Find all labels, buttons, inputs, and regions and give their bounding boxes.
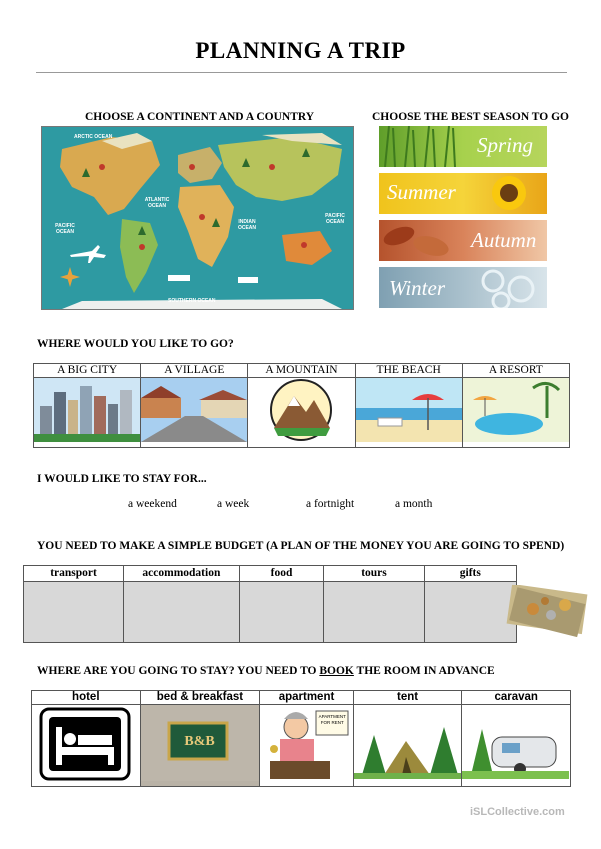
sunflower-icon	[471, 173, 547, 214]
bnb-sign-text: B&B	[184, 734, 215, 749]
map-label-southern: SOUTHERN OCEAN	[168, 298, 216, 304]
map-label-atlantic: ATLANTIC OCEAN	[144, 197, 170, 209]
duration-weekend[interactable]: a weekend	[128, 498, 177, 510]
resort-pool-icon	[463, 378, 569, 442]
accommodation-heading-post: THE ROOM IN ADVANCE	[353, 665, 495, 677]
grass-icon	[379, 126, 463, 167]
watermark: iSLCollective.com	[470, 806, 565, 818]
season-label-autumn: Autumn	[471, 228, 537, 252]
stay-label-apartment: apartment	[260, 691, 354, 705]
season-spring[interactable]	[379, 126, 547, 167]
hotel-bed-icon	[32, 705, 139, 781]
place-label-city: A BIG CITY	[34, 364, 141, 378]
budget-table	[23, 565, 517, 643]
place-village[interactable]	[141, 378, 248, 448]
beach-icon	[356, 378, 462, 442]
season-summer[interactable]	[379, 173, 547, 214]
stay-label-bnb: bed & breakfast	[140, 691, 260, 705]
map-label-pacific-east: PACIFIC OCEAN	[325, 213, 345, 225]
season-label-summer: Summer	[387, 180, 456, 204]
budget-heading: YOU NEED TO MAKE A SIMPLE BUDGET (A PLAN OF THE MONEY YOU ARE GOING TO SPEND)	[37, 540, 565, 552]
city-skyline-icon	[34, 378, 140, 442]
place-label-mountain: A MOUNTAIN	[248, 364, 355, 378]
place-beach[interactable]	[355, 378, 462, 448]
budget-cell-food[interactable]	[239, 582, 324, 643]
stay-label-tent: tent	[353, 691, 462, 705]
caravan-icon	[462, 705, 569, 781]
tent-icon	[354, 705, 461, 781]
place-resort[interactable]	[462, 378, 569, 448]
budget-cell-accommodation[interactable]	[124, 582, 240, 643]
stay-label-hotel: hotel	[32, 691, 141, 705]
season-winter[interactable]	[379, 267, 547, 308]
world-map-image	[42, 127, 353, 309]
stay-for-heading: I WOULD LIKE TO STAY FOR...	[37, 473, 207, 485]
map-label-arctic: ARCTIC OCEAN	[74, 134, 113, 140]
stay-bnb[interactable]	[140, 705, 260, 787]
stay-tent[interactable]	[353, 705, 462, 787]
budget-cell-transport[interactable]	[24, 582, 124, 643]
duration-fortnight[interactable]: a fortnight	[306, 498, 355, 510]
autumn-leaves-icon	[379, 220, 463, 261]
season-autumn[interactable]	[379, 220, 547, 261]
accommodation-heading-book: BOOK	[319, 665, 354, 677]
title-divider	[36, 72, 567, 73]
ice-icon	[471, 267, 547, 308]
stay-apartment[interactable]	[260, 705, 354, 787]
budget-header-food: food	[239, 566, 324, 582]
stay-label-caravan: caravan	[462, 691, 571, 705]
season-heading: CHOOSE THE BEST SEASON TO GO	[372, 111, 569, 123]
accommodation-heading-pre: WHERE ARE YOU GOING TO STAY? YOU NEED TO	[37, 665, 320, 677]
stay-caravan[interactable]	[462, 705, 571, 787]
where-heading: WHERE WOULD YOU LIKE TO GO?	[37, 338, 234, 350]
map-label-indian: INDIAN OCEAN	[237, 219, 257, 231]
duration-month[interactable]: a month	[395, 498, 433, 510]
budget-header-gifts: gifts	[424, 566, 516, 582]
accommodation-table	[31, 690, 571, 787]
place-mountain[interactable]	[248, 378, 355, 448]
world-map[interactable]	[41, 126, 354, 310]
budget-cell-tours[interactable]	[324, 582, 424, 643]
budget-cell-gifts[interactable]	[424, 582, 516, 643]
apartment-sign-text: APARTMENT FOR RENT	[318, 714, 346, 725]
budget-header-tours: tours	[324, 566, 424, 582]
map-label-pacific-west: PACIFIC OCEAN	[55, 223, 75, 235]
budget-header-accommodation: accommodation	[124, 566, 240, 582]
place-label-resort: A RESORT	[462, 364, 569, 378]
duration-week[interactable]: a week	[217, 498, 250, 510]
place-city[interactable]	[34, 378, 141, 448]
place-label-beach: THE BEACH	[355, 364, 462, 378]
continent-heading: CHOOSE A CONTINENT AND A COUNTRY	[85, 111, 315, 123]
village-street-icon	[141, 378, 247, 442]
stay-hotel[interactable]	[32, 705, 141, 787]
season-label-winter: Winter	[389, 276, 445, 300]
page-title: PLANNING A TRIP	[195, 38, 406, 63]
budget-header-transport: transport	[24, 566, 124, 582]
accommodation-heading	[37, 665, 495, 677]
place-label-village: A VILLAGE	[141, 364, 248, 378]
money-coins-icon	[505, 585, 591, 637]
places-table	[33, 363, 570, 448]
season-label-spring: Spring	[477, 133, 534, 157]
mountain-icon	[248, 378, 354, 442]
